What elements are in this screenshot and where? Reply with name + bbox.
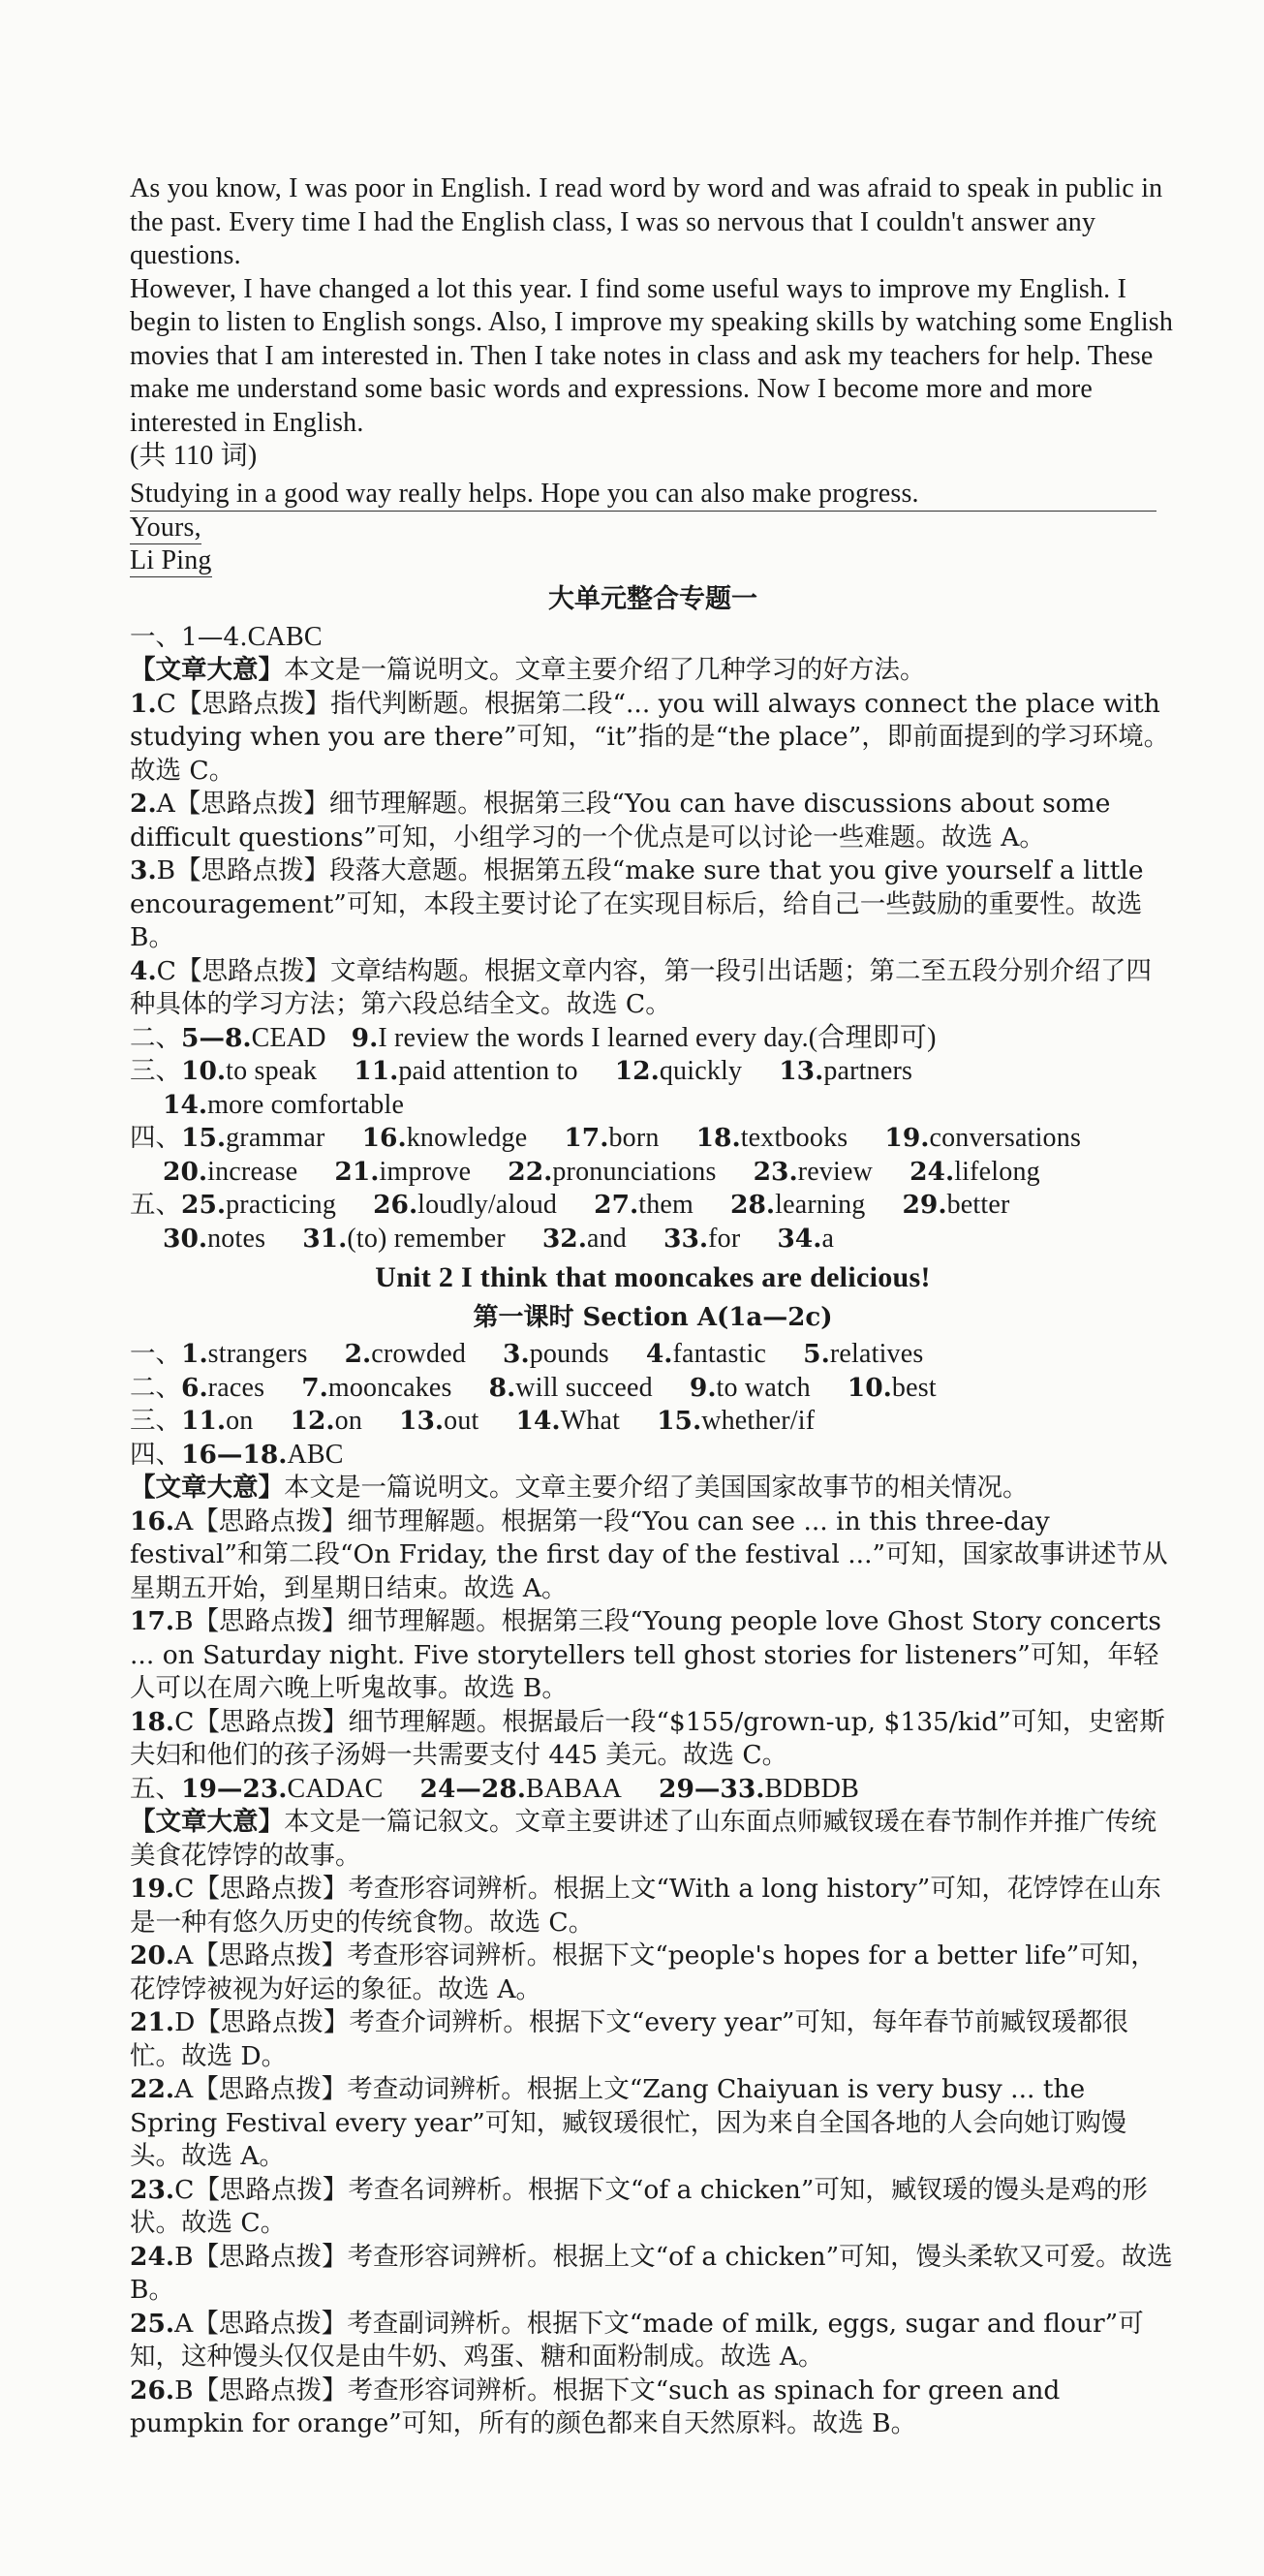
answer-text: will succeed (515, 1372, 653, 1403)
u2-s4-num: 16—18. (181, 1439, 288, 1470)
u2-q21-explanation: D【思路点拨】考查介词辨析。根据下文“every year”可知，每年春节前臧钗瑗都很忙。故选 D。 (130, 2007, 1128, 2071)
answer-num: 13. (399, 1406, 445, 1436)
answer-text: pounds (529, 1339, 609, 1369)
letter-yours: Yours, (130, 512, 201, 543)
answer-text: fantastic (672, 1339, 767, 1369)
answer-num: 1. (181, 1339, 208, 1369)
letter-paragraph-2: However, I have changed a lot this year. I find some useful ways to improve my English. I begin to listen to English songs. Also, I improve my speaking skills by watching some English movies that I am interested in. Then I take notes in class and ask my teachers for help. These make me understand some basic words and expressions. Now I become more and more interested in English. (130, 273, 1174, 438)
u2-main-idea-text: 本文是一篇说明文。文章主要介绍了美国国家故事节的相关情况。 (284, 1473, 1029, 1503)
answer-text: grammar (226, 1123, 325, 1153)
u2-s3-prefix: 三、 (130, 1406, 181, 1436)
u2-q25-num: 25. (130, 2308, 175, 2339)
answer-text: whether/if (701, 1406, 816, 1436)
u2-q24-explanation: B【思路点拨】考查形容词辨析。根据上文“of a chicken”可知，馒头柔软又可爱。故选 B。 (130, 2241, 1173, 2305)
answer-num: 10. (181, 1056, 227, 1086)
u2-q20-explanation: A【思路点拨】考查形容词辨析。根据下文“people's hopes for a better life”可知，花饽饽被视为好运的象征。故选 A。 (130, 1940, 1156, 2004)
answer-text: knowledge (406, 1123, 528, 1153)
answer-num: 34. (777, 1223, 822, 1254)
u2-q18-num: 18. (130, 1706, 175, 1737)
answer-text: quickly (659, 1056, 743, 1086)
letter-paragraph-1: As you know, I was poor in English. I read word by word and was afraid to speak in public in the past. Every time I had the English class, I was so nervous that I couldn't answer any questions. (130, 173, 1163, 270)
answer-num: 12. (290, 1406, 335, 1436)
u2-q21-num: 21. (130, 2007, 175, 2037)
u1-q1-explanation: C【思路点拨】指代判断题。根据第二段“... you will always connect the place with studying when you are there”可知，“it”指的是“the place”，即前面提到的学习环境。故选 C。 (130, 688, 1170, 786)
answer-num: 11. (181, 1406, 227, 1436)
u2-main-idea-2-label: 【文章大意】 (130, 1807, 284, 1837)
u2-q23-num: 23. (130, 2174, 175, 2205)
answer-num: 33. (663, 1223, 709, 1254)
u2-s5-answers-b: BABAA (525, 1773, 622, 1804)
u2-q18-explanation: C【思路点拨】细节理解题。根据最后一段“$155/grown-up, $135/kid”可知，史密斯夫妇和他们的孩子汤姆一共需要支付 445 美元。故选 C。 (130, 1706, 1165, 1770)
u1-s2-prefix: 二、 (130, 1022, 181, 1053)
answer-num: 14. (515, 1406, 561, 1436)
answer-text: for (708, 1223, 741, 1254)
u1-q4-num: 4. (130, 955, 157, 986)
u1-q2-explanation: A【思路点拨】细节理解题。根据第三段“You can have discussions about some difficult questions”可知，小组学习的一个优点是可以讨论一些难题。故选 A。 (130, 789, 1111, 853)
u2-q17-num: 17. (130, 1606, 175, 1636)
u1-q9-answer: I review the words I learned every day.(合理即可) (378, 1022, 937, 1053)
answer-num: 31. (302, 1223, 348, 1254)
u2-s5-num-b: 24—28. (419, 1773, 526, 1804)
u1-q4-explanation: C【思路点拨】文章结构题。根据文章内容，第一段引出话题；第二至五段分别介绍了四种具体的学习方法；第六段总结全文。故选 C。 (130, 955, 1152, 1019)
answer-text: improve (379, 1156, 472, 1187)
u2-q16-explanation: A【思路点拨】细节理解题。根据第一段“You can see ... in this three-day festival”和第二段“On Friday, the first day of the festival ...”可知，国家故事讲述节从星期五开始，到星期日结束。故选 A。 (130, 1505, 1168, 1603)
u1-q1-num: 1. (130, 688, 157, 719)
u1-q3-num: 3. (130, 855, 157, 885)
answer-num: 28. (730, 1190, 776, 1220)
answer-num: 23. (753, 1156, 798, 1187)
answer-text: relatives (829, 1339, 924, 1369)
answer-num: 25. (181, 1190, 227, 1220)
u2-main-idea-2-text: 本文是一篇记叙文。文章主要讲述了山东面点师臧钗瑗在春节制作并推广传统美食花饽饽的故事。 (130, 1807, 1156, 1871)
answer-text: out (444, 1406, 479, 1436)
u2-q16-num: 16. (130, 1505, 175, 1536)
answer-text: (to) remember (347, 1223, 506, 1254)
answer-num: 20. (163, 1156, 208, 1187)
answer-text: to speak (226, 1056, 318, 1086)
letter-closing: Studying in a good way really helps. Hope you can also make progress. (130, 478, 1156, 512)
answer-num: 5. (803, 1339, 830, 1369)
u2-main-idea-label: 【文章大意】 (130, 1473, 284, 1503)
u2-s4-prefix: 四、 (130, 1439, 181, 1470)
answer-text: lifelong (954, 1156, 1040, 1187)
u1-main-idea-text: 本文是一篇说明文。文章主要介绍了几种学习的好方法。 (284, 655, 926, 685)
u1-s3-prefix: 三、 (130, 1056, 181, 1086)
answer-text: What (560, 1406, 621, 1436)
u2-s5-prefix: 五、 (130, 1773, 181, 1804)
letter-signature: Li Ping (130, 545, 212, 575)
answer-num: 32. (541, 1223, 587, 1254)
answer-text: more comfortable (207, 1089, 405, 1120)
answer-num: 4. (645, 1339, 673, 1369)
u2-q22-explanation: A【思路点拨】考查动词辨析。根据上文“Zang Chaiyuan is very busy ... the Spring Festival every year”可知，臧钗瑗很忙，因为来自全国各地的人会向她订购馒头。故选 A。 (130, 2074, 1127, 2171)
answer-num: 15. (181, 1123, 227, 1153)
u2-q24-num: 24. (130, 2241, 175, 2272)
u2-q23-explanation: C【思路点拨】考查名词辨析。根据下文“of a chicken”可知，臧钗瑗的馒头是鸡的形状。故选 C。 (130, 2174, 1148, 2238)
u2-q22-num: 22. (130, 2074, 175, 2104)
u2-q19-explanation: C【思路点拨】考查形容词辨析。根据上文“With a long history”可知，花饽饽在山东是一种有悠久历史的传统食物。故选 C。 (130, 1874, 1161, 1938)
u2-q25-explanation: A【思路点拨】考查副词辨析。根据下文“made of milk, eggs, sugar and flour”可知，这种馒头仅仅是由牛奶、鸡蛋、糖和面粉制成。故选 A。 (130, 2308, 1144, 2372)
answer-text: better (946, 1190, 1010, 1220)
u1-q2-num: 2. (130, 789, 157, 819)
answer-num: 16. (361, 1123, 407, 1153)
answer-text: crowded (371, 1339, 467, 1369)
answer-num: 11. (354, 1056, 399, 1086)
answer-text: to watch (716, 1372, 811, 1403)
u1-s1-num: 一、1—4. (130, 621, 248, 652)
answer-num: 14. (163, 1089, 208, 1120)
answer-text: races (207, 1372, 265, 1403)
u1-s4-prefix: 四、 (130, 1123, 181, 1153)
answer-text: textbooks (740, 1123, 848, 1153)
u2-s5-num-a: 19—23. (181, 1773, 288, 1804)
u2-s5-answers-c: BDBDB (764, 1773, 859, 1804)
answer-num: 19. (884, 1123, 930, 1153)
u1-s2-answers: CEAD (251, 1022, 326, 1053)
answer-num: 3. (503, 1339, 530, 1369)
answer-num: 26. (373, 1190, 418, 1220)
u1-q3-explanation: B【思路点拨】段落大意题。根据第五段“make sure that you give yourself a little encouragement”可知，本段主要讨论了在实现目标后，给自己一些鼓励的重要性。故选 B。 (130, 855, 1144, 952)
answer-num: 17. (564, 1123, 609, 1153)
u1-q9-num: 9. (351, 1022, 379, 1053)
answer-text: mooncakes (327, 1372, 452, 1403)
answer-text: on (226, 1406, 254, 1436)
answer-text: partners (823, 1056, 913, 1086)
answer-text: increase (207, 1156, 298, 1187)
u1-s5-prefix: 五、 (130, 1190, 181, 1220)
answer-text: learning (775, 1190, 866, 1220)
answer-text: loudly/aloud (417, 1190, 558, 1220)
answer-num: 18. (695, 1123, 741, 1153)
u2-s2-prefix: 二、 (130, 1372, 181, 1403)
u2-s4-answers: ABC (287, 1439, 344, 1470)
answer-text: notes (207, 1223, 266, 1254)
answer-num: 7. (301, 1372, 328, 1403)
answer-text: paid attention to (398, 1056, 578, 1086)
u2-q17-explanation: B【思路点拨】细节理解题。根据第三段“Young people love Ghost Story concerts ... on Saturday night. Five storytellers tell ghost stories for listeners”可知，年轻人可以在周六晚上听鬼故事。故选 B。 (130, 1606, 1161, 1703)
u2-s5-answers-a: CADAC (287, 1773, 384, 1804)
answer-num: 2. (344, 1339, 372, 1369)
u1-main-idea-label: 【文章大意】 (130, 655, 284, 685)
u2-s5-num-c: 29—33. (659, 1773, 765, 1804)
answer-num: 9. (689, 1372, 717, 1403)
answer-text: born (608, 1123, 660, 1153)
u2-q20-num: 20. (130, 1940, 175, 1971)
section-title-unit-review: 大单元整合专题一 (548, 584, 757, 614)
answer-text: review (797, 1156, 874, 1187)
content-column (130, 172, 1176, 2441)
answer-text: conversations (929, 1123, 1082, 1153)
answer-text: pronunciations (552, 1156, 717, 1187)
answer-num: 27. (594, 1190, 639, 1220)
answer-text: on (334, 1406, 363, 1436)
answer-num: 24. (909, 1156, 955, 1187)
answer-num: 30. (163, 1223, 208, 1254)
answer-text: them (638, 1190, 694, 1220)
u2-s1-prefix: 一、 (130, 1339, 181, 1369)
answer-text: strangers (207, 1339, 308, 1369)
answer-text: a (821, 1223, 835, 1254)
answer-num: 15. (657, 1406, 702, 1436)
answer-num: 13. (779, 1056, 824, 1086)
unit-2-title: Unit 2 I think that mooncakes are delicious! (375, 1261, 931, 1293)
word-count: (共 110 词) (130, 441, 258, 471)
answer-num: 22. (508, 1156, 553, 1187)
answer-text: and (586, 1223, 627, 1254)
u2-q26-explanation: B【思路点拨】考查形容词辨析。根据下文“such as spinach for green and pumpkin for orange”可知，所有的颜色都来自天然原料。故选 B。 (130, 2374, 1061, 2438)
answer-text: practicing (226, 1190, 337, 1220)
answer-num: 21. (334, 1156, 380, 1187)
answer-num: 10. (847, 1372, 892, 1403)
answer-num: 8. (488, 1372, 516, 1403)
lesson-subtitle: 第一课时 Section A(1a—2c) (473, 1302, 833, 1332)
answer-num: 12. (614, 1056, 660, 1086)
answer-num: 29. (902, 1190, 947, 1220)
u2-q19-num: 19. (130, 1874, 175, 1904)
answer-num: 6. (181, 1372, 208, 1403)
u2-q26-num: 26. (130, 2374, 175, 2405)
u1-s1-answers: CABC (247, 621, 323, 652)
answer-text: best (891, 1372, 937, 1403)
u1-s2-num: 5—8. (181, 1022, 252, 1053)
